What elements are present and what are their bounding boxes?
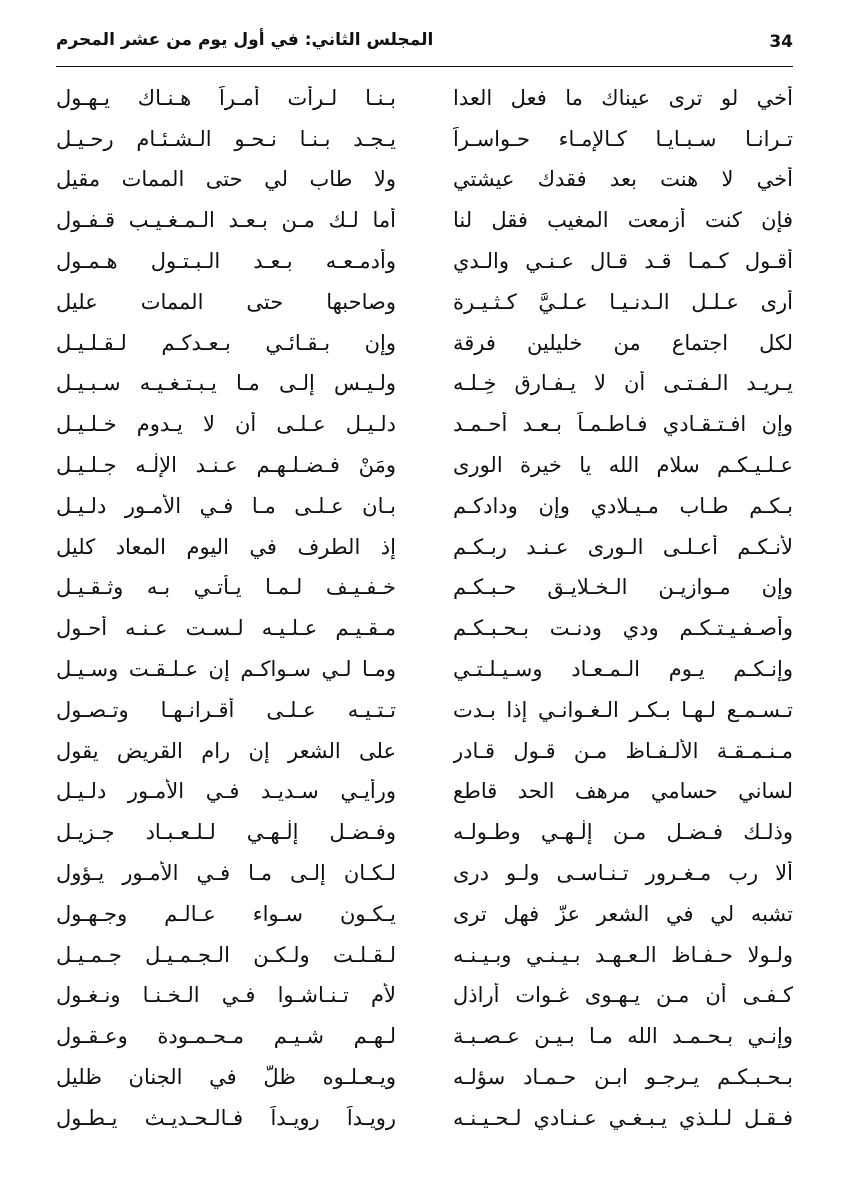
verse-second-hemistich: رويـداً رويـداً فـالـحـديـث يـطـول [56,1105,396,1130]
verse-line [56,772,793,813]
verse-first-hemistich: لساني حسامي مرهف الحد قاطع [453,779,793,804]
verse-line [56,78,793,119]
verse-line [56,404,793,445]
verse-second-hemistich: إذ الطرف في اليوم المعاد كليل [56,534,396,559]
verse-line [56,527,793,568]
verse-first-hemistich: أرى عـلـل الـدنـيـا عـلـيَّ كـثـيـرة [453,289,793,314]
verse-second-hemistich: ويـعـلـوه ظلّ في الجنان ظليل [56,1064,396,1089]
verse-second-hemistich: وفـضـل إلٰـهـي لـلـعـبـاد جـزيـل [56,820,396,845]
page-header [56,30,793,64]
verse-line [56,1057,793,1098]
verse-first-hemistich: لأنـكـم أعـلـى الـورى عـنـد ربـكـم [453,534,793,559]
verse-first-hemistich: يـريـد الـفـتـى أن لا يـفـارق خِـلـه [453,371,793,396]
verse-second-hemistich: خـفـيـف لـمـا يـأتـي بـه وثـقـيـل [56,575,396,600]
verse-line [56,1016,793,1057]
running-title: المجلس الثاني: في أول يوم من عشر المحرم [56,30,434,50]
verse-line [56,1098,793,1139]
header-divider [56,66,793,67]
verse-first-hemistich: تـسـمـع لـهـا بـكـر الـغـوانـي إذا بـدت [453,697,793,722]
verse-first-hemistich: أخي لو ترى عيناك ما فعل العدا [453,85,793,110]
verse-first-hemistich: أخي لا هنت بعد فقدك عيشتي [453,167,793,192]
verse-first-hemistich: وذلـك فـضـل مـن إلٰـهـي وطـولـه [453,820,793,845]
verse-first-hemistich: ولـولا حـفـاظ الـعـهـد بـيـنـي وبـيـنـه [453,942,793,967]
verse-first-hemistich: أقـول كـمـا قـد قـال عـنـي والـدي [453,248,793,273]
verse-line [56,445,793,486]
verse-second-hemistich: لـقـلـت ولـكـن الـجـمـيـل جـمـيـل [56,942,396,967]
verse-second-hemistich: وإن بـقـائـي بـعـدكـم لـقـلـيـل [56,330,396,355]
verse-second-hemistich: لـهـم شـيـم مـحـمـودة وعـقـول [56,1024,396,1049]
verse-second-hemistich: ومَنْ فـضـلـهـم عـنـد الإلٰـه جـلـيـل [56,452,396,477]
verse-first-hemistich: لكل اجتماع من خليلين فرقة [453,330,793,355]
verse-first-hemistich: وأصـفـيـتـكـم ودي ودنـت بـحـبـكـم [453,616,793,641]
verse-second-hemistich: على الشعر إن رام القريض يقول [56,738,396,763]
verse-second-hemistich: مـقـيـم عـلـيـه لـسـت عـنـه أحـول [56,616,396,641]
verse-second-hemistich: يـجـد بـنـا نـحـو الـشـئـام رحـيـل [56,126,396,151]
verse-line [56,200,793,241]
verse-second-hemistich: لـكـان إلـى مـا فـي الأمـور يـؤول [56,860,396,885]
verse-first-hemistich: وإن افـتـقـادي فـاطـمـاً بـعـد أحـمـد [453,412,793,437]
verse-second-hemistich: يـكـون سـواء عـالـم وجـهـول [56,901,396,926]
verse-line [56,690,793,731]
verse-second-hemistich: بـنـا لـرأت أمـراً هـنـاك يـهـول [56,85,396,110]
verse-second-hemistich: تـتـيـه عـلـى أقـرانـهـا وتـصـول [56,697,396,722]
verse-first-hemistich: وإن مـوازيـن الـخـلايـق حـبـكـم [453,575,793,600]
verse-second-hemistich: ورأيـي سـديـد فـي الأمـور دلـيـل [56,779,396,804]
verse-line [56,976,793,1017]
verse-first-hemistich: ألا رب مـغـرور تـنـاسـى ولـو درى [453,860,793,885]
verse-first-hemistich: بـكـم طـاب مـيـلادي وإن ودادكـم [453,493,793,518]
verse-first-hemistich: تشبه لي في الشعر عزّ فهل ترى [453,901,793,926]
verse-second-hemistich: وصاحبها حتى الممات عليل [56,289,396,314]
verse-second-hemistich: ولـيـس إلـى مـا يـبـتـغـيـه سـبـيـل [56,371,396,396]
verse-second-hemistich: دلـيـل عـلـى أن لا يـدوم خـلـيـل [56,412,396,437]
verse-line [56,935,793,976]
verse-first-hemistich: مـنـمـقـة الألـفـاظ مـن قـول قـادر [453,738,793,763]
verse-line [56,853,793,894]
verse-second-hemistich: بـان عـلـى مـا فـي الأمـور دلـيـل [56,493,396,518]
verse-line [56,323,793,364]
verse-first-hemistich: بـحـبـكـم يـرجـو ابـن حـمـاد سؤلـه [453,1064,793,1089]
verse-line [56,160,793,201]
verse-line [56,894,793,935]
verse-line [56,812,793,853]
verse-first-hemistich: فـقـل لـلـذي يـبـغـي عـنـادي لـحـيـنـه [453,1105,793,1130]
verse-line [56,119,793,160]
verse-second-hemistich: أما لـك مـن بـعـد الـمـغـيـب قـفـول [56,208,396,233]
verse-second-hemistich: لأم تـنـاشـوا فـي الـخـنـا ونـغـول [56,983,396,1008]
verse-first-hemistich: وإنـكـم يـوم الـمـعـاد وسـيـلـتـي [453,656,793,681]
verse-second-hemistich: وأدمـعـه بـعـد الـبـتـول هـمـول [56,248,396,273]
verse-line [56,568,793,609]
verse-first-hemistich: فإن كنت أزمعت المغيب فقل لنا [453,208,793,233]
verse-second-hemistich: ولا طاب لي حتى الممات مقيل [56,167,396,192]
poem-body [56,78,793,1139]
verse-line [56,241,793,282]
verse-line [56,486,793,527]
verse-first-hemistich: تـرانـا سـبـايـا كـالإمـاء حـواسـراً [453,126,793,151]
verse-line [56,282,793,323]
verse-line [56,731,793,772]
verse-first-hemistich: عـلـيـكـم سلام الله يا خيرة الورى [453,452,793,477]
verse-first-hemistich: وإنـي بـحـمـد الله مـا بـيـن عـصـبـة [453,1024,793,1049]
verse-line [56,364,793,405]
verse-line [56,608,793,649]
page-number: 34 [769,32,793,52]
verse-first-hemistich: كـفـى أن مـن يـهـوى غـوات أراذل [453,983,793,1008]
verse-line [56,649,793,690]
verse-second-hemistich: ومـا لـي سـواكـم إن عـلـقـت وسـيـل [56,656,396,681]
